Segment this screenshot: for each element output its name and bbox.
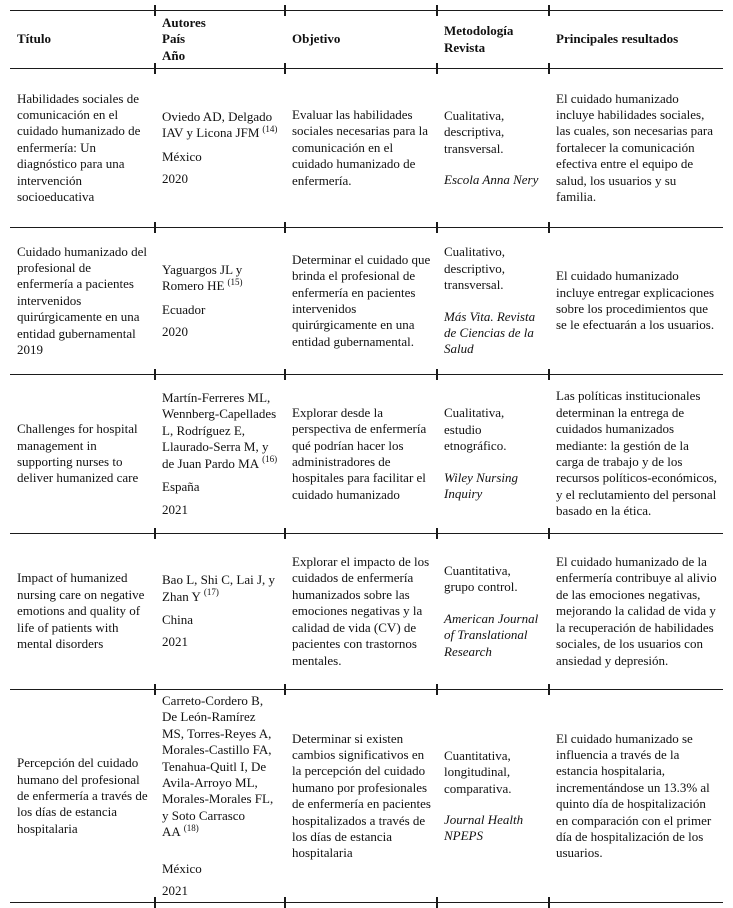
study-authors-cell [155,690,285,903]
review-table [10,10,723,903]
study-row [10,375,723,534]
journal-name: American Journal of Translational Research [444,610,539,659]
study-objective: Determinar si existen cambios significativos en la percepción del cuidado humano por profesionales de enfermería en pacientes hospitalizados a través de los días de estancia hospitalaria [285,690,437,903]
reference-superscript: (17) [203,587,219,598]
study-methodology: Cuantitativa, longitudinal, comparativa. [444,747,512,796]
study-objective: Determinar el cuidado que brinda el profesional de enfermería en pacientes intervenidos quirúrgicamente en una entidad gubernamental. [285,228,437,375]
study-authors [162,262,280,295]
reference-superscript: (15) [227,276,243,287]
header-pais: País [162,31,186,47]
study-authors-cell [155,69,285,228]
study-row [10,690,723,903]
reference-superscript: (16) [262,454,278,465]
table-header-row [10,11,723,69]
study-results: Las políticas institucionales determinan la entrega de cuidados humanizados mediante: la gestión de la carga de trabajo y de los recursos políticos-económicos, y el reclutamiento del personal basado en la ética. [549,375,723,534]
study-country: España [162,479,200,495]
authors-text: Martín-Ferreres ML, Wennberg-Capellades L, Rodríguez E, Llaurado-Serra M, y de Juan Pardo MA [162,390,277,471]
study-authors [162,693,280,841]
study-title: Percepción del cuidado humano del profesional de enfermería a través de los días de estancia hospitalaria [17,755,148,836]
study-results: El cuidado humanizado incluye habilidades sociales, las cuales, son necesarias para fortalecer la comunicación efectiva entre el equipo de salud, los usuarios y su familia. [549,69,723,228]
study-country: México [162,148,202,164]
header-anio: Año [162,47,186,63]
study-methodology: Cuantitativa, grupo control. [444,562,518,595]
study-methodology-cell [437,534,549,690]
study-methodology-cell [437,375,549,534]
header-objetivo: Objetivo [285,11,437,69]
study-results: El cuidado humanizado de la enfermería contribuye al alivio de las emociones negativas, mejorando la calidad de vida y la recuperación de habilidades sociales, de los usuarios con ansiedad y depresión. [549,534,723,690]
study-year: 2021 [162,634,188,650]
study-methodology: Cualitativa, descriptiva, transversal. [444,107,505,156]
study-methodology: Cualitativo, descriptivo, transversal. [444,244,506,293]
header-autores-pais-anio [155,11,285,69]
study-title: Habilidades sociales de comunicación en el cuidado humanizado de enfermería: Un diagnóstico para una intervención socioeducativa [17,90,141,205]
header-revista: Revista [444,39,486,55]
study-results: El cuidado humanizado incluye entregar explicaciones sobre los procedimientos que se le efectuarán a los usuarios. [549,228,723,375]
journal-name: Escola Anna Nery [444,171,539,187]
study-authors-cell [155,534,285,690]
authors-text: Yaguargos JL y Romero HE [162,261,243,294]
study-methodology: Cualitativa, estudio etnográfico. [444,405,507,454]
study-country: Ecuador [162,301,206,317]
study-methodology-cell [437,228,549,375]
study-authors [162,109,280,142]
header-autores: Autores [162,14,206,30]
journal-name: Journal Health NPEPS [444,811,524,844]
study-country: China [162,612,194,627]
study-row [10,69,723,228]
study-row [10,228,723,375]
study-objective: Explorar desde la perspectiva de enfermería qué podrían hacer los administradores de hospitales para facilitar el cuidado humanizado [285,375,437,534]
study-results: El cuidado humanizado se influencia a través de la estancia hospitalaria, incrementándose un 13.3% al quinto día de hospitalización en comparación con el primer día de hospitalización de los usuarios. [549,690,723,903]
study-country: México [162,860,202,876]
study-authors [162,572,280,605]
authors-text: Oviedo AD, Delgado IAV y Licona JFM [162,108,273,141]
study-year: 2021 [162,883,188,899]
study-title: Cuidado humanizado del profesional de enfermería a pacientes intervenidos quirúrgicamente en una entidad gubernamental 2019 [17,243,147,358]
study-row [10,534,723,690]
study-objective: Explorar el impacto de los cuidados de enfermería humanizados sobre las emociones negativas y la calidad de vida (CV) de pacientes con trastornos mentales. [285,534,437,690]
reference-superscript: (18) [183,822,199,833]
study-methodology-cell [437,69,549,228]
header-metodologia-revista [437,11,549,69]
header-metodologia: Metodología [444,23,514,39]
study-title: Challenges for hospital management in supporting nurses to deliver humanized care [17,421,139,486]
study-methodology-cell [437,690,549,903]
authors-text: Carreto-Cordero B, De León-Ramírez MS, Torres-Reyes A, Morales-Castillo FA, Tenahua-Quitl I, De Avila-Arroyo ML, Morales-Morales FL, y Soto Carrasco AA [162,693,274,840]
study-title: Impact of humanized nursing care on negative emotions and quality of life of patients with mental disorders [17,570,145,652]
study-year: 2020 [162,170,188,186]
document-page [10,10,723,903]
reference-superscript: (14) [262,123,278,134]
study-year: 2020 [162,323,188,339]
header-resultados: Principales resultados [549,11,723,69]
journal-name: Más Vita. Revista de Ciencias de la Salud [444,308,536,357]
study-authors-cell [155,228,285,375]
header-titulo: Título [17,31,51,47]
study-authors [162,390,280,472]
study-objective: Evaluar las habilidades sociales necesarias para la comunicación en el cuidado humanizado de enfermería. [285,69,437,228]
study-authors-cell [155,375,285,534]
study-year: 2021 [162,501,188,517]
authors-text: Bao L, Shi C, Lai J, y Zhan Y [162,572,276,604]
journal-name: Wiley Nursing Inquiry [444,469,519,502]
